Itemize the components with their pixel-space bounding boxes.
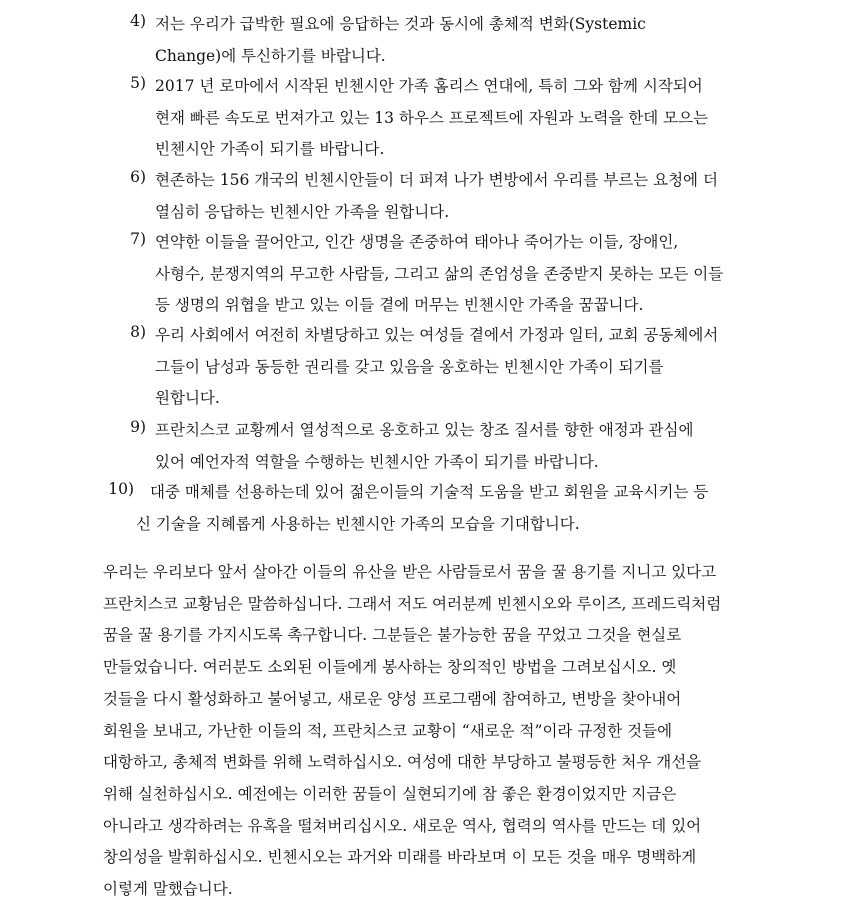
list-item-number: 5) <box>130 74 146 92</box>
list-item-line: 현존하는 156 개국의 빈첸시안들이 더 퍼져 나가 변방에서 우리를 부르는 요청에 더 <box>155 171 718 189</box>
list-item-line: 원합니다. <box>155 389 220 407</box>
list-item-line: 있어 예언자적 역할을 수행하는 빈첸시안 가족이 되기를 바랍니다. <box>155 452 599 471</box>
list-item-line: 연약한 이들을 끌어안고, 인간 생명을 존중하여 태아나 죽어가는 이들, 장애인, <box>155 233 679 251</box>
paragraph-line: 우리는 우리보다 앞서 살아간 이들의 유산을 받은 사람들로서 꿈을 꿀 용기를 지니고 있다고 <box>103 563 717 581</box>
paragraph-line: 아니라고 생각하려는 유혹을 떨쳐버리십시오. 새로운 역사, 협력의 역사를 만드는 데 있어 <box>103 816 702 835</box>
list-item-line: 저는 우리가 급박한 필요에 응답하는 것과 동시에 총체적 변화(Systemic <box>155 15 646 33</box>
list-item-line: 등 생명의 위협을 받고 있는 이들 곁에 머무는 빈첸시안 가족을 꿈꿉니다. <box>155 296 644 314</box>
list-item-number: 10) <box>108 480 134 498</box>
paragraph-line: 창의성을 발휘하십시오. 빈첸시오는 과거와 미래를 바라보며 이 모든 것을 매우 명백하게 <box>103 848 697 867</box>
list-item-line: 2017 년 로마에서 시작된 빈첸시안 가족 홈리스 연대에, 특히 그와 함께 시작되어 <box>155 77 703 95</box>
paragraph-line: 프란치스코 교황님은 말씀하십니다. 그래서 저도 여러분께 빈첸시오와 루이즈, 프레드릭처럼 <box>103 594 722 613</box>
paragraph-line: 대항하고, 총체적 변화를 위해 노력하십시오. 여성에 대한 부당하고 불평등한 처우 개선을 <box>103 753 702 772</box>
list-item-line: 빈첸시안 가족이 되기를 바랍니다. <box>155 140 385 158</box>
paragraph-line: 이렇게 말했습니다. <box>103 880 233 898</box>
list-item-number: 9) <box>130 418 146 436</box>
list-item-line: 대중 매체를 선용하는데 있어 젊은이들의 기술적 도움을 받고 회원을 교육시키는 등 <box>150 483 709 501</box>
list-item-line: 신 기술을 지혜롭게 사용하는 빈첸시안 가족의 모습을 기대합니다. <box>136 514 580 533</box>
list-item-number: 6) <box>130 168 146 186</box>
paragraph-line: 위해 실천하십시오. 예전에는 이러한 꿈들이 실현되기에 참 좋은 환경이었지만 지금은 <box>103 784 677 803</box>
list-item-line: 프란치스코 교황께서 열성적으로 옹호하고 있는 창조 질서를 향한 애정과 관심에 <box>155 421 694 439</box>
list-item-line: 열심히 응답하는 빈첸시안 가족을 원합니다. <box>155 202 450 221</box>
list-item-line: 그들이 남성과 동등한 권리를 갖고 있음을 옹호하는 빈첸시안 가족이 되기를 <box>155 357 664 376</box>
paragraph-line: 것들을 다시 활성화하고 불어넣고, 새로운 양성 프로그램에 참여하고, 변방을 찾아내어 <box>103 689 682 708</box>
paragraph-line: 꿈을 꿀 용기를 가지시도록 촉구합니다. 그분들은 불가능한 꿈을 꾸었고 그것을 현실로 <box>103 626 682 645</box>
list-item-number: 4) <box>130 12 146 30</box>
list-item-line: 우리 사회에서 여전히 차별당하고 있는 여성들 곁에서 가정과 일터, 교회 공동체에서 <box>155 326 719 344</box>
paragraph-line: 만들었습니다. 여러분도 소외된 이들에게 봉사하는 창의적인 방법을 그려보십시오. 옛 <box>103 658 677 677</box>
list-item-number: 7) <box>130 230 146 248</box>
paragraph-line: 회원을 보내고, 가난한 이들의 적, 프란치스코 교황이 “새로운 적”이라 규정한 것들에 <box>103 721 673 740</box>
list-item-number: 8) <box>130 323 146 341</box>
list-item-line: 현재 빠른 속도로 번져가고 있는 13 하우스 프로젝트에 자원과 노력을 한데 모으는 <box>155 108 709 127</box>
list-item-line: Change)에 투신하기를 바랍니다. <box>155 46 386 65</box>
list-item-line: 사형수, 분쟁지역의 무고한 사람들, 그리고 삶의 존엄성을 존중받지 못하는 모든 이들 <box>155 264 724 283</box>
